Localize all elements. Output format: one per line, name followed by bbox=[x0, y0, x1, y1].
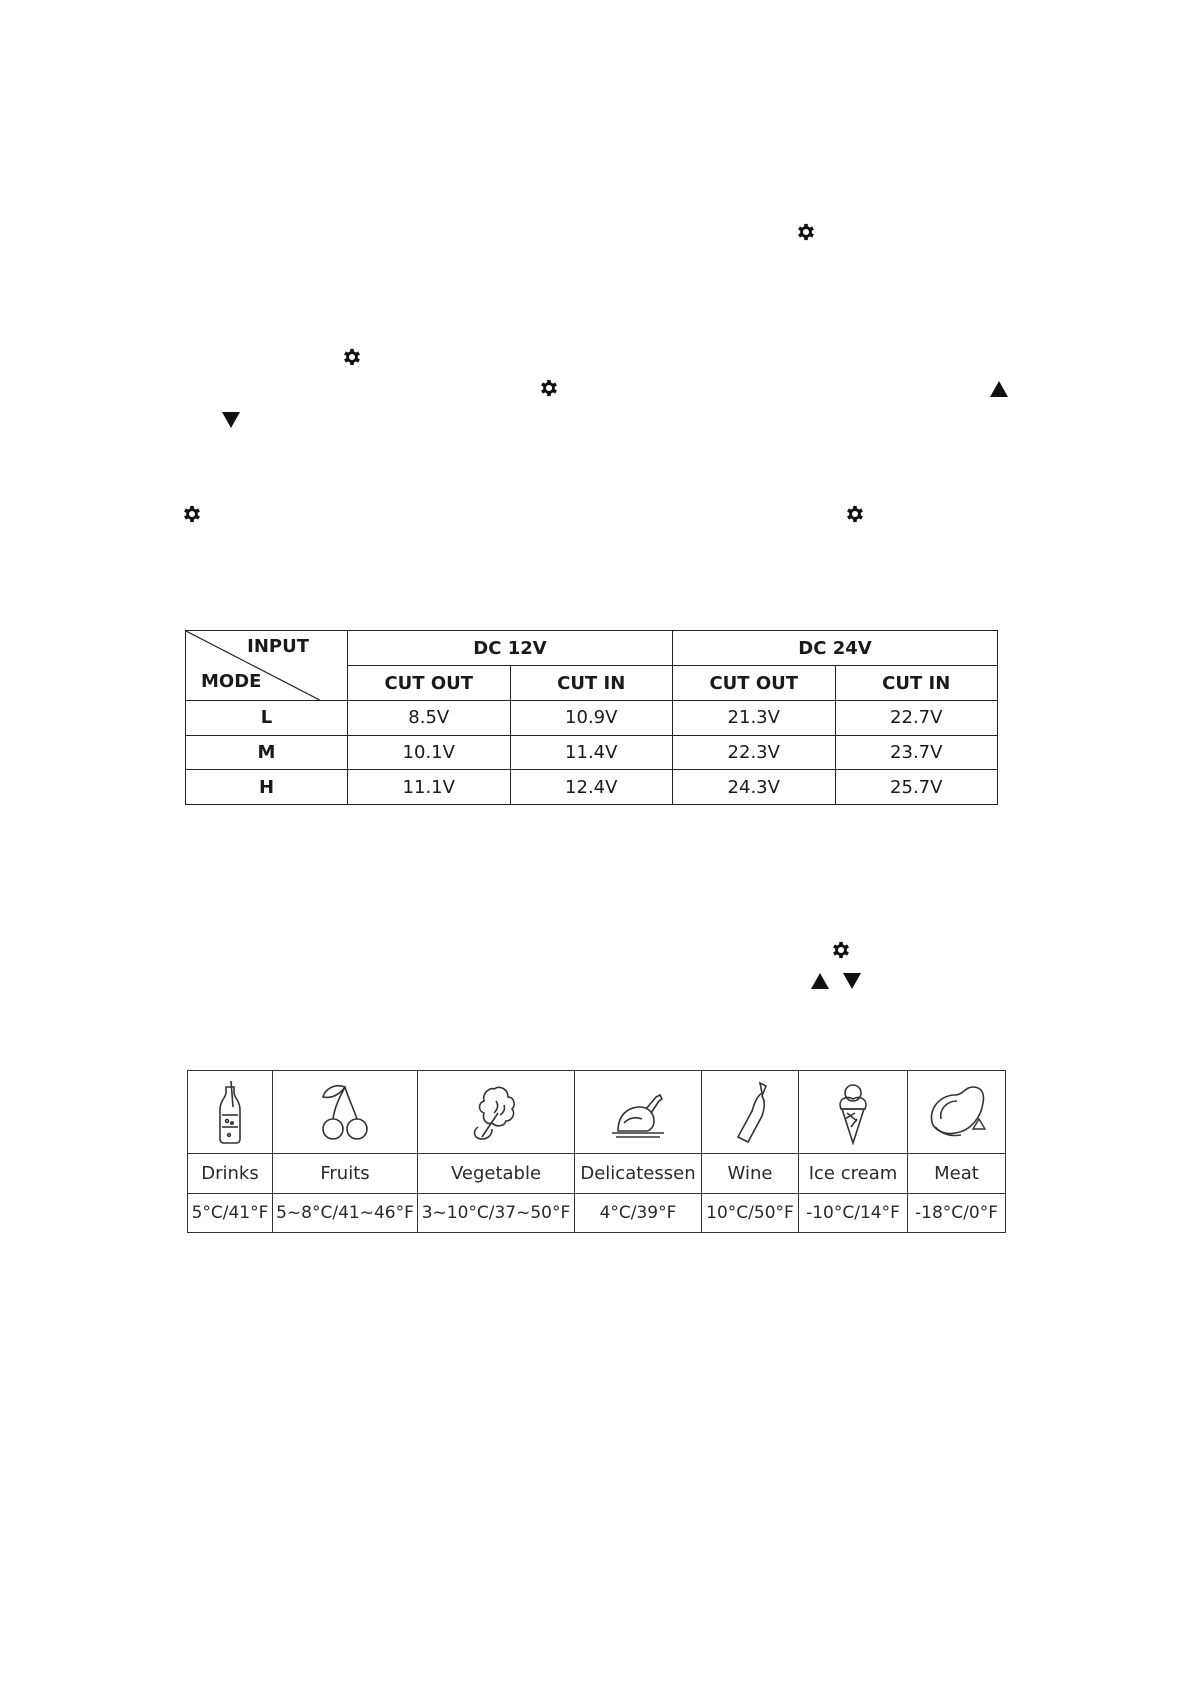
icon-cell bbox=[188, 1071, 273, 1154]
vegetable-icon bbox=[464, 1079, 528, 1145]
input-label: INPUT bbox=[247, 636, 309, 657]
table-row bbox=[186, 735, 998, 770]
wine-bottle-icon bbox=[718, 1079, 782, 1145]
voltage-cell: 22.3V bbox=[673, 735, 836, 770]
triangle-down-icon bbox=[843, 973, 861, 989]
dc24v-header: DC 24V bbox=[673, 631, 998, 666]
gear-icon bbox=[846, 505, 864, 523]
mode-cell: L bbox=[186, 701, 348, 736]
food-name-cell: Vegetable bbox=[418, 1154, 575, 1194]
food-temperature-table bbox=[187, 1070, 1006, 1233]
voltage-cell: 24.3V bbox=[673, 770, 836, 805]
food-temp-cell: 5°C/41°F bbox=[188, 1194, 273, 1233]
icon-cell bbox=[418, 1071, 575, 1154]
triangle-down-icon bbox=[222, 412, 240, 428]
food-name-cell: Ice cream bbox=[799, 1154, 908, 1194]
food-temp-cell: -18°C/0°F bbox=[908, 1194, 1006, 1233]
bottle-icon bbox=[198, 1079, 262, 1145]
gear-icon bbox=[183, 505, 201, 523]
icon-cell bbox=[799, 1071, 908, 1154]
voltage-cell: 10.9V bbox=[510, 701, 673, 736]
voltage-cell: 11.1V bbox=[348, 770, 511, 805]
icon-cell bbox=[273, 1071, 418, 1154]
mode-label: MODE bbox=[201, 671, 262, 692]
food-temp-cell: 5~8°C/41~46°F bbox=[273, 1194, 418, 1233]
gear-icon bbox=[797, 223, 815, 241]
icon-cell bbox=[908, 1071, 1006, 1154]
voltage-cell: 11.4V bbox=[510, 735, 673, 770]
ice-cream-icon bbox=[821, 1079, 885, 1145]
food-name-cell: Wine bbox=[702, 1154, 799, 1194]
triangle-up-icon bbox=[990, 381, 1008, 397]
icon-cell bbox=[575, 1071, 702, 1154]
voltage-cell: 10.1V bbox=[348, 735, 511, 770]
cut-out-header: CUT OUT bbox=[348, 666, 511, 701]
food-temp-cell: -10°C/14°F bbox=[799, 1194, 908, 1233]
voltage-cell: 23.7V bbox=[835, 735, 998, 770]
gear-icon bbox=[343, 348, 361, 366]
voltage-cell: 12.4V bbox=[510, 770, 673, 805]
mode-cell: H bbox=[186, 770, 348, 805]
food-temp-cell: 10°C/50°F bbox=[702, 1194, 799, 1233]
food-name-cell: Delicatessen bbox=[575, 1154, 702, 1194]
table-row bbox=[186, 770, 998, 805]
icon-cell bbox=[702, 1071, 799, 1154]
food-name-cell: Drinks bbox=[188, 1154, 273, 1194]
cut-out-header: CUT OUT bbox=[673, 666, 836, 701]
cut-in-header: CUT IN bbox=[835, 666, 998, 701]
gear-icon bbox=[540, 379, 558, 397]
voltage-cutoff-table bbox=[185, 630, 998, 805]
food-name-cell: Fruits bbox=[273, 1154, 418, 1194]
food-temp-cell: 3~10°C/37~50°F bbox=[418, 1194, 575, 1233]
dc12v-header: DC 12V bbox=[348, 631, 673, 666]
triangle-up-icon bbox=[811, 973, 829, 989]
meat-icon bbox=[925, 1079, 989, 1145]
roast-chicken-icon bbox=[606, 1079, 670, 1145]
food-temp-cell: 4°C/39°F bbox=[575, 1194, 702, 1233]
food-name-cell: Meat bbox=[908, 1154, 1006, 1194]
voltage-cell: 8.5V bbox=[348, 701, 511, 736]
table-corner-cell bbox=[186, 631, 348, 701]
voltage-cell: 25.7V bbox=[835, 770, 998, 805]
voltage-cell: 21.3V bbox=[673, 701, 836, 736]
mode-cell: M bbox=[186, 735, 348, 770]
voltage-cell: 22.7V bbox=[835, 701, 998, 736]
table-row bbox=[186, 701, 998, 736]
cherry-icon bbox=[313, 1079, 377, 1145]
gear-icon bbox=[832, 941, 850, 959]
cut-in-header: CUT IN bbox=[510, 666, 673, 701]
